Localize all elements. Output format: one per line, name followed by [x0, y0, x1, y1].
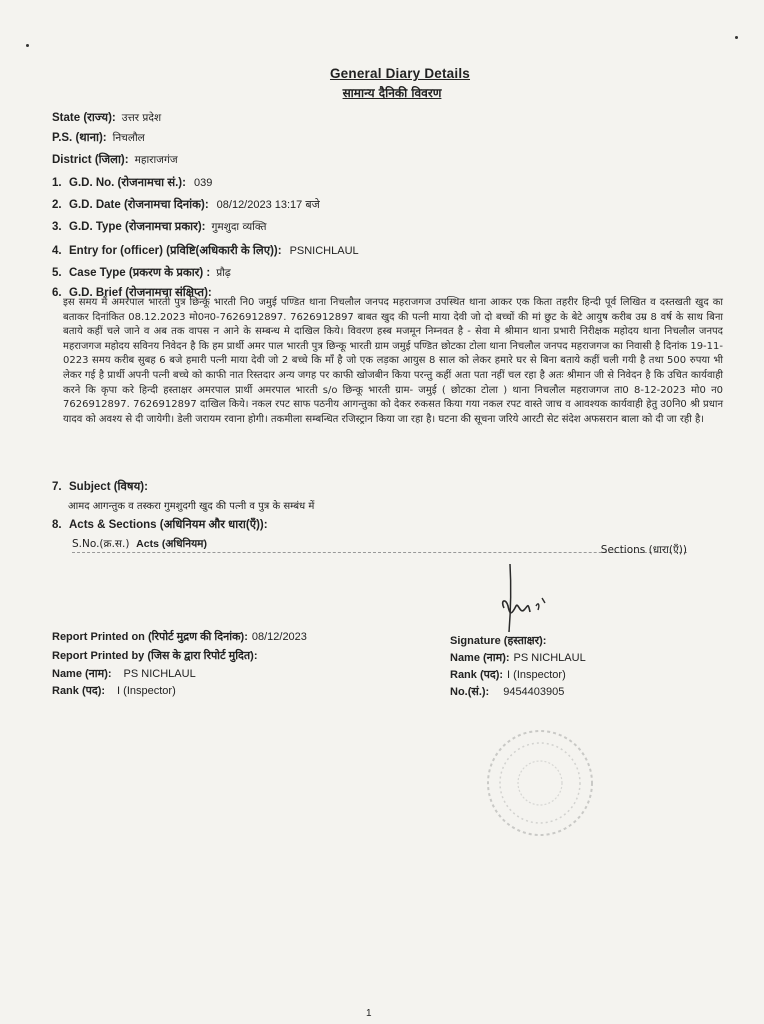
signature-rank-value: I (Inspector)	[507, 669, 566, 681]
acts-column-header: Acts (अधिनियम)	[136, 538, 207, 550]
gd-no-label: G.D. No. (रोजनामचा सं.):	[69, 177, 186, 189]
gd-date-row	[52, 197, 320, 212]
item-number: 4.	[52, 245, 62, 257]
sno-column-header: S.No.(क्र.स.) Acts (अधिनियम)	[72, 538, 207, 550]
entry-for-row	[52, 243, 359, 258]
report-name-value: PS NICHLAUL	[123, 668, 196, 680]
report-printed-on-value: 08/12/2023	[251, 631, 307, 643]
report-name-row	[52, 666, 196, 681]
entry-for-value: PSNICHLAUL	[289, 245, 359, 257]
speck	[735, 36, 738, 39]
report-printed-by-label: Report Printed by (जिस के द्वारा रिपोर्ट मुदित):	[52, 650, 258, 662]
gd-type-label: G.D. Type (रोजनामचा प्रकार):	[69, 221, 206, 233]
document-title-hindi: सामान्य दैनिकी विवरण	[342, 86, 442, 100]
district-label: District (जिला):	[52, 154, 129, 166]
ps-label: P.S. (थाना):	[52, 132, 107, 144]
report-printed-by-row	[52, 648, 258, 663]
gd-brief-label: G.D. Brief (रोजनामचा संक्षिप्त):	[69, 287, 212, 299]
report-printed-on-row	[52, 629, 307, 644]
signature-no-value: 9454403905	[503, 686, 565, 698]
gd-date-label: G.D. Date (रोजनामचा दिनांक):	[69, 199, 209, 211]
signature-name-row	[450, 650, 586, 665]
case-type-value: प्रौढ़	[216, 267, 231, 279]
acts-label: Acts & Sections (अधिनियम और धारा(एँ)):	[69, 519, 268, 531]
signature-rank-row	[450, 667, 566, 682]
gd-type-row	[52, 219, 266, 234]
signature-no-label: No.(सं.):	[450, 686, 490, 698]
item-number: 1.	[52, 177, 62, 189]
state-row	[52, 110, 161, 125]
item-number: 6.	[52, 287, 62, 299]
state-value: उत्तर प्रदेश	[121, 112, 162, 124]
item-number: 2.	[52, 199, 62, 211]
signature-rank-label: Rank (पद):	[450, 669, 504, 681]
state-label: State (राज्य):	[52, 112, 116, 124]
report-printed-on-label: Report Printed on (रिपोर्ट मुद्रण की दिनांक):	[52, 631, 248, 643]
ps-row	[52, 130, 145, 145]
acts-row	[52, 517, 268, 532]
subject-label: Subject (विषय):	[69, 481, 148, 493]
gd-date-value: 08/12/2023 13:17 बजे	[216, 199, 320, 211]
gd-type-value: गुमशुदा व्यक्ति	[211, 221, 267, 233]
official-seal	[480, 725, 600, 845]
ps-value: निचलौल	[112, 132, 145, 144]
page-number: 1	[366, 1008, 372, 1019]
sections-column-header: Sections (धारा(एँ))	[600, 544, 687, 556]
acts-table-header	[72, 535, 687, 556]
item-number: 3.	[52, 221, 62, 233]
report-name-label: Name (नाम):	[52, 668, 112, 680]
item-number: 7.	[52, 481, 62, 493]
subject-value: आमद आगन्तुक व तस्करा गुमशुदगी खुद की पत्नी व पुत्र के सम्बंध में	[68, 501, 315, 512]
district-value: महाराजगंज	[134, 154, 178, 166]
district-row	[52, 152, 178, 167]
signature-name-value: PS NICHLAUL	[513, 652, 586, 664]
signature-label-row	[450, 633, 546, 648]
case-type-label: Case Type (प्रकरण के प्रकार) :	[69, 267, 211, 279]
report-rank-label: Rank (पद):	[52, 685, 106, 697]
gd-no-value: 039	[193, 177, 213, 189]
speck	[26, 44, 29, 47]
item-number: 8.	[52, 519, 62, 531]
subject-row	[52, 479, 148, 494]
signature-label: Signature (हस्ताक्षर):	[450, 635, 547, 647]
document-title: General Diary Details	[329, 66, 471, 81]
item-number: 5.	[52, 267, 62, 279]
entry-for-label: Entry for (officer) (प्रविष्टि(अधिकारी के लिए)):	[69, 245, 282, 257]
gd-no-row	[52, 175, 212, 190]
signature-name-label: Name (नाम):	[450, 652, 510, 664]
report-rank-row	[52, 683, 176, 698]
case-type-row	[52, 265, 231, 280]
signature-no-row	[450, 684, 564, 699]
report-rank-value: I (Inspector)	[117, 685, 176, 697]
gd-brief-text: इस समय मैं अमरपाल भारती पुत्र छिन्कू भारती नि0 जमुई पण्डित थाना निचलौल जनपद महराजगज उपस्थित थाना आकर एक किता तहरीर हिन्दी पूर्व लिखित व दस्तखती खुद का बताकर दिनांकित 08.12.2023 मो0न0-7626912897. 7626912897 बाबत खुद की पत्नी माया देवी जो दो बच्चों की मां छुट के बेटे आयुष करीब उम्र 8 वर्ष के साथ बिना बताये कहीं चले जाने व अब तक वापस न आने के सम्बन्ध मे दाखिल किये। विवरण हस्ब मजमून निम्नवत है - सेवा मे श्रीमान थाना प्रभारी निरीक्षक महोदय थाना निचलौल जनपद महराजगज महोदय सविनय निवेदन है कि हम प्रार्थी अमर पाल भारती पुत्र छिन्कू भारती ग्राम जमुई पण्डित छोटका टोला थाना निचलौल जनपद महराजगज का निवासी है दिनांक 19-11-0223 समय करीब सुबह 6 बजे हमारी पत्नी माया देवी जो 2 बच्चे कि माँ है जो एक लड़का आयुस 8 साल को लेकर हमारे घर से बिना बताये कहीं चली गयी है तथा 500 रुपया भी लेकर गई है प्रार्थी अपनी पत्नी बच्चे को काफी नात रिस्तदार अन्य जगह पर काफी खोजबीन किया परन्तु कहीं अता पता नहीं चल रहा है अतः श्रीमान जी से निवेदन है कि उचित कार्यवाही करने कि कृपा करे हिन्दी हस्ताक्षर अमरपाल प्रार्थी अमरपाल भारती s/o छिन्कू भारती ग्राम- जमुई ( छोटका टोला ) थाना निचलौल महराजगज ता0 8-12-2023 मो0 न0 7626912897. 7626912897 दाखिल किये। नकल रपट साफ पठनीय आगन्तुका को देकर रुकसत किया गया नकल रपट वास्ते जाच व आवश्यक कार्यवाही हेतु उ0नि0 श्री प्रधान यादव को अवश्य से दी जायेगी। डेली जरायम रवाना होगी। तकमीला सम्बन्धित रजिस्ट्रान किया जा रहा है। घटना की सूचना जरिये आरटी सेट संदेश अफसरान बाला को दी जा रही है।	[63, 297, 723, 425]
